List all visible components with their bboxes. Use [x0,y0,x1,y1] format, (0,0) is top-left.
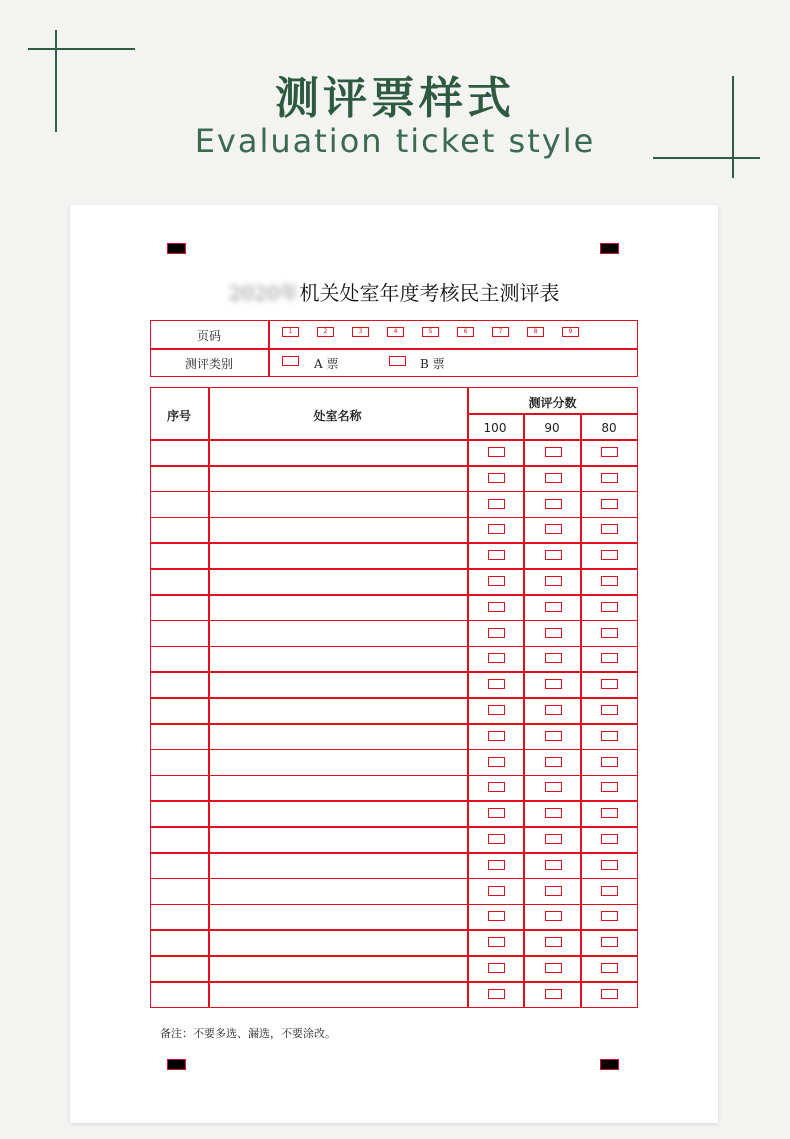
score-checkbox-100[interactable] [488,653,505,663]
score-checkbox-90[interactable] [545,576,562,586]
score-90-header: 90 [544,421,560,435]
score-checkbox-100[interactable] [488,911,505,921]
score-checkbox-100[interactable] [488,989,505,999]
score-checkbox-80[interactable] [601,447,618,457]
score-checkbox-90[interactable] [545,602,562,612]
score-checkbox-100[interactable] [488,834,505,844]
table-row [150,724,638,750]
category-b-label: B 票 [420,357,445,371]
score-checkbox-100[interactable] [488,524,505,534]
page-number-box[interactable]: 5 [422,327,439,337]
table-row [150,930,638,956]
score-checkbox-100[interactable] [488,628,505,638]
table-row [150,853,638,879]
table-row [150,672,638,698]
score-checkbox-80[interactable] [601,886,618,896]
table-row [150,646,638,672]
page-subtitle: Evaluation ticket style [194,122,596,160]
score-checkbox-100[interactable] [488,731,505,741]
table-row [150,517,638,543]
score-checkbox-80[interactable] [601,834,618,844]
score-checkbox-90[interactable] [545,782,562,792]
score-checkbox-90[interactable] [545,524,562,534]
score-checkbox-80[interactable] [601,524,618,534]
table-row [150,621,638,647]
score-checkbox-90[interactable] [545,911,562,921]
info-table-divider [150,348,638,350]
category-a-label: A 票 [314,357,339,371]
score-checkbox-90[interactable] [545,808,562,818]
category-a-checkbox[interactable] [282,356,299,366]
page-number-box[interactable]: 9 [562,327,579,337]
table-row [150,956,638,982]
score-checkbox-100[interactable] [488,473,505,483]
score-checkbox-100[interactable] [488,499,505,509]
page-number-box[interactable]: 6 [457,327,474,337]
corner-line-top-left-h [28,48,135,50]
score-checkbox-100[interactable] [488,602,505,612]
table-row [150,440,638,466]
score-checkbox-90[interactable] [545,989,562,999]
score-checkbox-100[interactable] [488,550,505,560]
table-row [150,775,638,801]
table-row [150,492,638,518]
score-checkbox-80[interactable] [601,576,618,586]
footnote: 备注：不要多选、漏选，不要涂改。 [160,1027,336,1040]
score-checkbox-90[interactable] [545,860,562,870]
score-80-header: 80 [601,421,617,435]
score-checkbox-100[interactable] [488,937,505,947]
score-checkbox-80[interactable] [601,757,618,767]
score-checkbox-100[interactable] [488,808,505,818]
score-checkbox-90[interactable] [545,653,562,663]
score-checkbox-80[interactable] [601,602,618,612]
ticket-title-text: 机关处室年度考核民主测评表 [299,281,560,305]
col-seq-header: 序号 [166,409,191,423]
score-checkbox-90[interactable] [545,834,562,844]
score-checkbox-80[interactable] [601,782,618,792]
score-checkbox-80[interactable] [601,963,618,973]
score-checkbox-100[interactable] [488,860,505,870]
page-number-box[interactable]: 8 [527,327,544,337]
score-checkbox-100[interactable] [488,576,505,586]
score-checkbox-80[interactable] [601,911,618,921]
score-checkbox-80[interactable] [601,550,618,560]
score-checkbox-100[interactable] [488,447,505,457]
category-b-checkbox[interactable] [389,356,406,366]
page-number-box[interactable]: 7 [492,327,509,337]
score-checkbox-90[interactable] [545,937,562,947]
page-number-box[interactable]: 2 [317,327,334,337]
score-checkbox-80[interactable] [601,989,618,999]
score-checkbox-100[interactable] [488,886,505,896]
table-row [150,543,638,569]
score-checkbox-80[interactable] [601,731,618,741]
score-checkbox-90[interactable] [545,886,562,896]
table-row [150,466,638,492]
score-checkbox-80[interactable] [601,628,618,638]
registration-mark-bottom-left [167,1059,186,1070]
col-name-header: 处室名称 [313,409,362,423]
col-score-header: 测评分数 [528,396,577,410]
score-checkbox-80[interactable] [601,937,618,947]
score-checkbox-90[interactable] [545,550,562,560]
score-checkbox-90[interactable] [545,447,562,457]
table-row [150,904,638,930]
category-label: 测评类别 [184,357,233,371]
score-checkbox-90[interactable] [545,757,562,767]
score-checkbox-80[interactable] [601,860,618,870]
table-row [150,750,638,776]
score-checkbox-80[interactable] [601,808,618,818]
score-checkbox-90[interactable] [545,499,562,509]
registration-mark-bottom-right [600,1059,619,1070]
score-checkbox-80[interactable] [601,499,618,509]
score-checkbox-90[interactable] [545,731,562,741]
score-checkbox-90[interactable] [545,628,562,638]
score-checkbox-100[interactable] [488,757,505,767]
page-title: 测评票样式 [275,73,515,124]
score-checkbox-80[interactable] [601,473,618,483]
table-row [150,827,638,853]
score-checkbox-90[interactable] [545,963,562,973]
score-checkbox-90[interactable] [545,705,562,715]
score-checkbox-100[interactable] [488,782,505,792]
score-checkbox-100[interactable] [488,963,505,973]
score-checkbox-80[interactable] [601,653,618,663]
score-100-header: 100 [483,421,507,435]
score-checkbox-100[interactable] [488,679,505,689]
page-code-label: 页码 [196,329,221,343]
score-checkbox-90[interactable] [545,473,562,483]
table-row [150,698,638,724]
ticket-title [70,277,718,306]
page-number-box[interactable]: 1 [282,327,299,337]
table-row [150,982,638,1008]
registration-mark-top-right [600,243,619,254]
table-row [150,879,638,905]
score-checkbox-80[interactable] [601,679,618,689]
ticket-sheet [70,205,718,1123]
table-row [150,595,638,621]
score-checkbox-90[interactable] [545,679,562,689]
table-row [150,569,638,595]
page-number-box[interactable]: 3 [352,327,369,337]
table-row [150,801,638,827]
score-checkbox-100[interactable] [488,705,505,715]
info-table-col-divider [268,320,270,377]
score-head-divider [467,413,638,415]
page-number-box[interactable]: 4 [387,327,404,337]
ticket-year: 2020年 [228,281,300,305]
score-checkbox-80[interactable] [601,705,618,715]
registration-mark-top-left [167,243,186,254]
